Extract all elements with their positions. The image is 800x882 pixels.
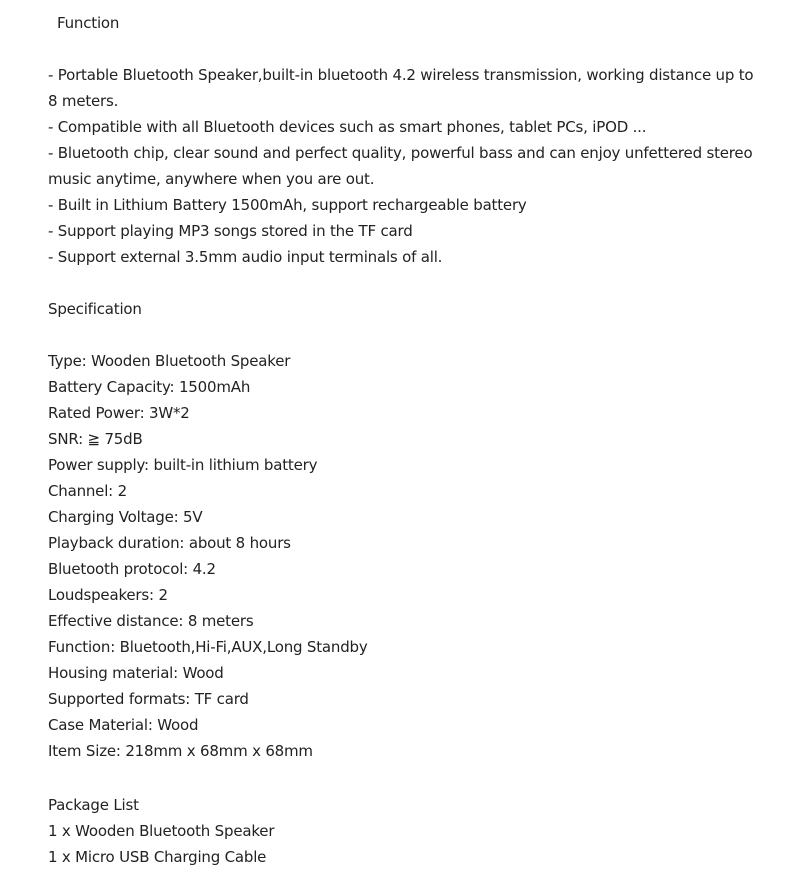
spec-battery-capacity: Battery Capacity: 1500mAh bbox=[48, 378, 251, 396]
spec-item-size: Item Size: 218mm x 68mm x 68mm bbox=[48, 742, 313, 760]
spec-charging-voltage: Charging Voltage: 5V bbox=[48, 508, 203, 526]
package-item-1: 1 x Wooden Bluetooth Speaker bbox=[48, 822, 275, 840]
function-heading: Function bbox=[57, 14, 120, 32]
spec-effective-distance: Effective distance: 8 meters bbox=[48, 612, 254, 630]
function-item-6: - Support external 3.5mm audio input terminals of all. bbox=[48, 248, 443, 266]
package-list-heading: Package List bbox=[48, 796, 139, 814]
function-item-2: - Compatible with all Bluetooth devices such as smart phones, tablet PCs, iPOD ... bbox=[48, 118, 647, 136]
package-item-2: 1 x Micro USB Charging Cable bbox=[48, 848, 267, 866]
spec-loudspeakers: Loudspeakers: 2 bbox=[48, 586, 168, 604]
function-item-3: - Bluetooth chip, clear sound and perfect quality, powerful bass and can enjoy unfettered stereo music anytime, anywhere when you are out. bbox=[48, 144, 753, 188]
spec-power-supply: Power supply: built-in lithium battery bbox=[48, 456, 318, 474]
spec-rated-power: Rated Power: 3W*2 bbox=[48, 404, 190, 422]
spec-supported-formats: Supported formats: TF card bbox=[48, 690, 249, 708]
function-item-4: - Built in Lithium Battery 1500mAh, support rechargeable battery bbox=[48, 196, 527, 214]
spec-channel: Channel: 2 bbox=[48, 482, 127, 500]
spec-type: Type: Wooden Bluetooth Speaker bbox=[48, 352, 291, 370]
spec-snr: SNR: ≧ 75dB bbox=[48, 430, 143, 448]
spec-playback-duration: Playback duration: about 8 hours bbox=[48, 534, 291, 552]
function-item-1: - Portable Bluetooth Speaker,built-in bluetooth 4.2 wireless transmission, working distance up to 8 meters. bbox=[48, 66, 754, 110]
function-item-5: - Support playing MP3 songs stored in the TF card bbox=[48, 222, 413, 240]
spec-case-material: Case Material: Wood bbox=[48, 716, 199, 734]
spec-bluetooth-protocol: Bluetooth protocol: 4.2 bbox=[48, 560, 216, 578]
spec-function: Function: Bluetooth,Hi-Fi,AUX,Long Standby bbox=[48, 638, 368, 656]
specification-heading: Specification bbox=[48, 300, 142, 318]
spec-housing-material: Housing material: Wood bbox=[48, 664, 224, 682]
